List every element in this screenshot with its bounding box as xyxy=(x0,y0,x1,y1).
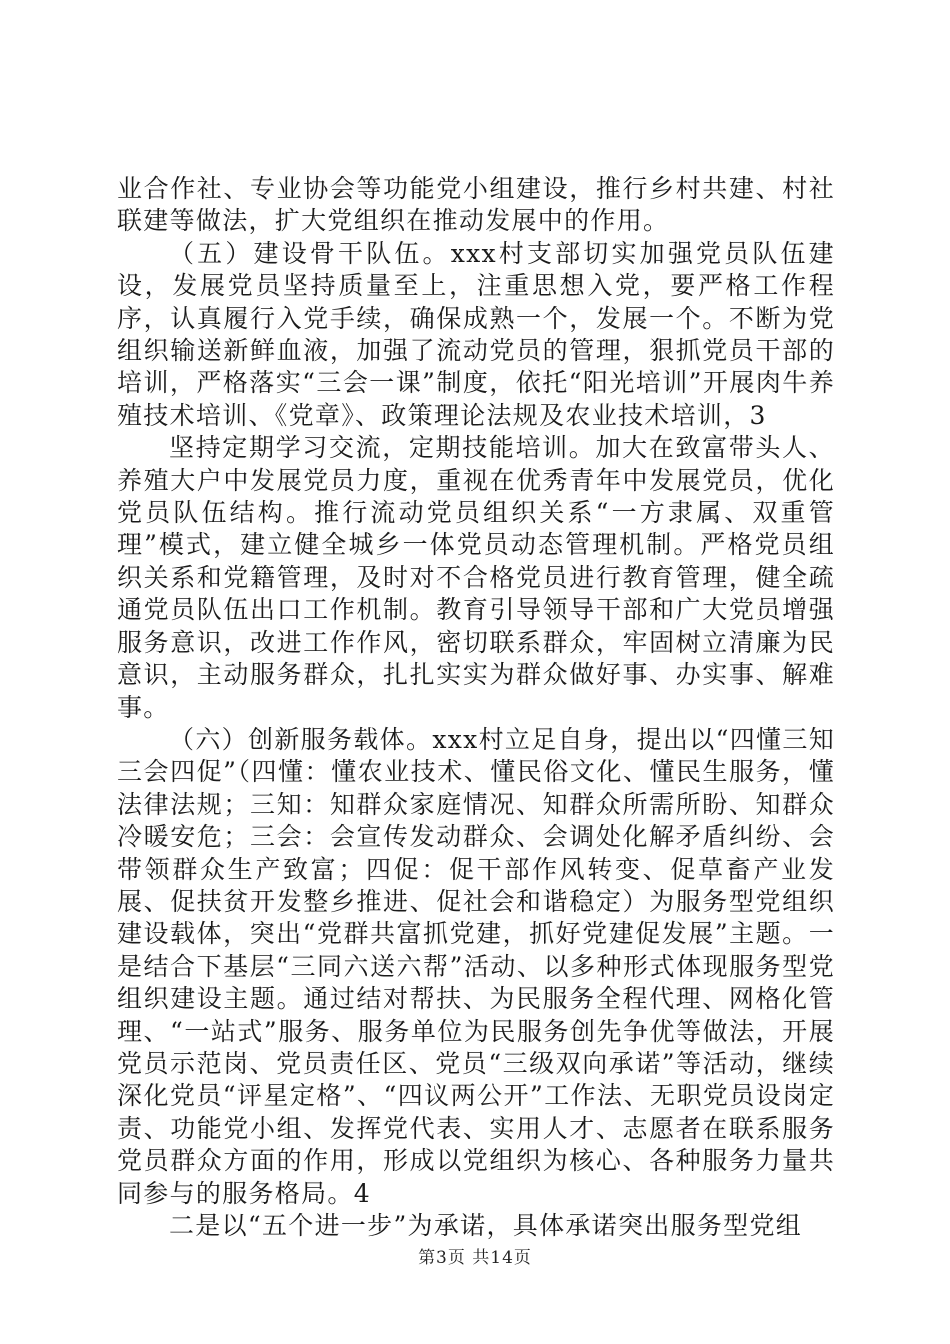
paragraph-4: （六）创新服务载体。xxx村立足自身，提出以“四懂三知三会四促”（四懂：懂农业技术、懂民俗文化、懂民生服务，懂法律法规；三知：知群众家庭情况、知群众所需所盼、知群众冷暖安危；三会：会宣传发动群众、会调处化解矛盾纠纷、会带领群众生产致富；四促：促干部作风转变、促草畜产业发展、促扶贫开发整乡推进、促社会和谐稳定）为服务型党组织建设载体，突出“党群共富抓党建，抓好党建促发展”主题。一是结合下基层“三同六送六帮”活动、以多种形式体现服务型党组织建设主题。通过结对帮扶、为民服务全程代理、网格化管理、“一站式”服务、服务单位为民服务创先争优等做法，开展党员示范岗、党员责任区、党员“三级双向承诺”等活动，继续深化党员“评星定格”、“四议两公开”工作法、无职党员设岗定责、功能党小组、发挥党代表、实用人才、志愿者在联系服务党员群众方面的作用，形成以党组织为核心、各种服务力量共同参与的服务格局。4 xyxy=(117,724,835,1208)
page-footer: 第3页 共14页 xyxy=(418,1248,532,1268)
paragraph-5: 二是以“五个进一步”为承诺，具体承诺突出服务型党组 xyxy=(169,1211,803,1240)
paragraph-2: （五）建设骨干队伍。xxx村支部切实加强党员队伍建设，发展党员坚持质量至上，注重思想入党，要严格工作程序，认真履行入党手续，确保成熟一个，发展一个。不断为党组织输送新鲜血液，加强了流动党员的管理，狠抓党员干部的培训，严格落实“三会一课”制度，依托“阳光培训”开展肉牛养殖技术培训、《党章》、政策理论法规及农业技术培训，3 xyxy=(117,238,835,430)
document-body xyxy=(117,173,835,1242)
paragraph-3: 坚持定期学习交流，定期技能培训。加大在致富带头人、养殖大户中发展党员力度，重视在优秀青年中发展党员，优化党员队伍结构。推行流动党员组织关系“一方隶属、双重管理”模式，建立健全城乡一体党员动态管理机制。严格党员组织关系和党籍管理，及时对不合格党员进行教育管理，健全疏通党员队伍出口工作机制。教育引导领导干部和广大党员增强服务意识，改进工作作风，密切联系群众，牢固树立清廉为民意识，主动服务群众，扎扎实实为群众做好事、办实事、解难事。 xyxy=(117,433,835,722)
paragraph-1: 业合作社、专业协会等功能党小组建设，推行乡村共建、村社联建等做法，扩大党组织在推动发展中的作用。 xyxy=(117,174,835,236)
